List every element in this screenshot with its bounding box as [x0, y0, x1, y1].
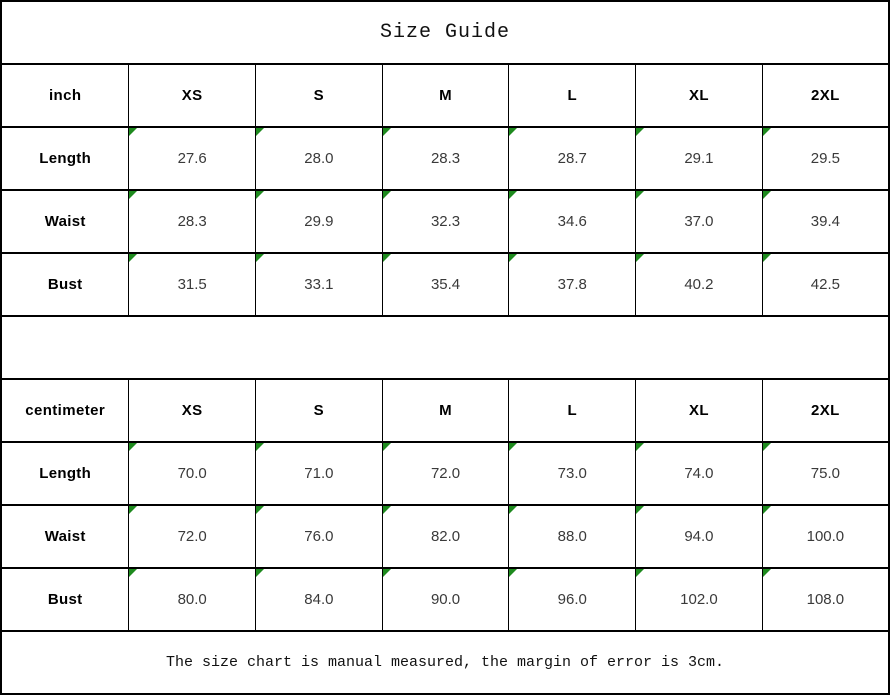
- size-value-cell: [129, 442, 256, 505]
- row-label-length: Length: [1, 127, 129, 190]
- cell-flag-icon: [763, 506, 771, 514]
- footer-note: The size chart is manual measured, the margin of error is 3cm.: [1, 631, 889, 694]
- table-row: [1, 253, 889, 316]
- cell-flag-icon: [129, 128, 137, 136]
- size-value-cell: [256, 253, 383, 316]
- cell-flag-icon: [383, 128, 391, 136]
- table-row: [1, 190, 889, 253]
- size-value-cell: [762, 568, 889, 631]
- cell-value: 32.3: [430, 213, 461, 230]
- cell-flag-icon: [509, 443, 517, 451]
- size-value-cell: [382, 505, 509, 568]
- size-value-cell: [509, 442, 636, 505]
- cell-flag-icon: [129, 254, 137, 262]
- size-value-cell: [129, 505, 256, 568]
- centimeter-header-row: [1, 379, 889, 442]
- size-value-cell: [636, 127, 763, 190]
- footer-row: [1, 631, 889, 694]
- row-label-waist: Waist: [1, 190, 129, 253]
- size-header-xl: XL: [636, 379, 763, 442]
- size-value-cell: [129, 190, 256, 253]
- cell-value: 76.0: [304, 528, 334, 545]
- cell-flag-icon: [383, 191, 391, 199]
- cell-value: 28.0: [304, 150, 334, 167]
- cell-value: 70.0: [177, 465, 207, 482]
- page-title: Size Guide: [1, 1, 889, 64]
- size-value-cell: [636, 442, 763, 505]
- cell-value: 72.0: [177, 528, 207, 545]
- size-value-cell: [256, 190, 383, 253]
- size-value-cell: [636, 253, 763, 316]
- table-row: [1, 127, 889, 190]
- inch-header-row: [1, 64, 889, 127]
- table-row: [1, 505, 889, 568]
- cell-flag-icon: [636, 254, 644, 262]
- cell-flag-icon: [256, 128, 264, 136]
- cell-value: 42.5: [810, 276, 840, 293]
- unit-header-centimeter: centimeter: [1, 379, 129, 442]
- cell-flag-icon: [383, 569, 391, 577]
- size-value-cell: [256, 568, 383, 631]
- cell-flag-icon: [636, 443, 644, 451]
- size-value-cell: [509, 505, 636, 568]
- size-value-cell: [509, 253, 636, 316]
- cell-flag-icon: [763, 128, 771, 136]
- size-value-cell: [129, 568, 256, 631]
- cell-flag-icon: [129, 569, 137, 577]
- cell-value: 28.7: [557, 150, 587, 167]
- row-label-bust: Bust: [1, 568, 129, 631]
- size-header-l: L: [509, 64, 636, 127]
- size-value-cell: [762, 505, 889, 568]
- size-value-cell: [256, 442, 383, 505]
- size-value-cell: [382, 190, 509, 253]
- cell-value: 75.0: [810, 465, 840, 482]
- size-value-cell: [509, 127, 636, 190]
- size-value-cell: [762, 190, 889, 253]
- cell-value: 39.4: [810, 213, 840, 230]
- cell-flag-icon: [129, 506, 137, 514]
- cell-value: 28.3: [430, 150, 461, 167]
- cell-flag-icon: [509, 128, 517, 136]
- cell-flag-icon: [383, 254, 391, 262]
- spacer-row: [1, 316, 889, 379]
- size-value-cell: [382, 127, 509, 190]
- cell-value: 35.4: [430, 276, 461, 293]
- table-row: [1, 442, 889, 505]
- cell-value: 102.0: [680, 591, 718, 608]
- cell-value: 31.5: [177, 276, 207, 293]
- cell-flag-icon: [763, 443, 771, 451]
- cell-flag-icon: [256, 254, 264, 262]
- cell-flag-icon: [636, 191, 644, 199]
- cell-value: 74.0: [684, 465, 714, 482]
- size-header-2xl: 2XL: [762, 64, 889, 127]
- cell-flag-icon: [509, 254, 517, 262]
- cell-value: 29.9: [304, 213, 334, 230]
- cell-flag-icon: [129, 443, 137, 451]
- size-value-cell: [636, 190, 763, 253]
- cell-flag-icon: [763, 569, 771, 577]
- size-header-xs: XS: [129, 379, 256, 442]
- size-value-cell: [382, 568, 509, 631]
- cell-value: 100.0: [806, 528, 845, 545]
- size-value-cell: [762, 442, 889, 505]
- size-header-2xl: 2XL: [762, 379, 889, 442]
- cell-flag-icon: [509, 569, 517, 577]
- cell-flag-icon: [383, 506, 391, 514]
- cell-flag-icon: [256, 443, 264, 451]
- cell-flag-icon: [509, 506, 517, 514]
- cell-flag-icon: [256, 506, 264, 514]
- cell-value: 37.8: [557, 276, 587, 293]
- row-label-waist: Waist: [1, 505, 129, 568]
- cell-value: 90.0: [430, 591, 461, 608]
- unit-header-inch: inch: [1, 64, 129, 127]
- size-value-cell: [256, 127, 383, 190]
- cell-flag-icon: [256, 191, 264, 199]
- cell-value: 84.0: [304, 591, 334, 608]
- title-row: [1, 1, 889, 64]
- cell-value: 37.0: [684, 213, 714, 230]
- size-header-l: L: [509, 379, 636, 442]
- cell-value: 28.3: [177, 213, 207, 230]
- spacer-cell: [1, 316, 889, 379]
- row-label-length: Length: [1, 442, 129, 505]
- size-value-cell: [509, 568, 636, 631]
- cell-value: 82.0: [430, 528, 461, 545]
- cell-value: 73.0: [557, 465, 587, 482]
- cell-value: 40.2: [684, 276, 714, 293]
- size-header-s: S: [256, 379, 383, 442]
- size-value-cell: [129, 253, 256, 316]
- cell-value: 94.0: [684, 528, 714, 545]
- row-label-bust: Bust: [1, 253, 129, 316]
- cell-value: 71.0: [304, 465, 334, 482]
- cell-value: 80.0: [177, 591, 207, 608]
- cell-value: 33.1: [304, 276, 334, 293]
- cell-value: 29.5: [810, 150, 840, 167]
- size-value-cell: [762, 127, 889, 190]
- size-value-cell: [382, 253, 509, 316]
- cell-flag-icon: [763, 254, 771, 262]
- cell-flag-icon: [636, 506, 644, 514]
- size-value-cell: [636, 568, 763, 631]
- size-header-xs: XS: [129, 64, 256, 127]
- cell-flag-icon: [129, 191, 137, 199]
- cell-flag-icon: [256, 569, 264, 577]
- size-header-xl: XL: [636, 64, 763, 127]
- cell-value: 96.0: [557, 591, 587, 608]
- size-value-cell: [636, 505, 763, 568]
- cell-flag-icon: [383, 443, 391, 451]
- cell-value: 88.0: [557, 528, 587, 545]
- size-value-cell: [509, 190, 636, 253]
- size-value-cell: [256, 505, 383, 568]
- size-header-m: M: [382, 379, 509, 442]
- table-row: [1, 568, 889, 631]
- size-header-s: S: [256, 64, 383, 127]
- cell-value: 34.6: [557, 213, 587, 230]
- size-value-cell: [762, 253, 889, 316]
- size-value-cell: [382, 442, 509, 505]
- cell-value: 108.0: [806, 591, 845, 608]
- cell-flag-icon: [509, 191, 517, 199]
- cell-value: 27.6: [177, 150, 207, 167]
- size-value-cell: [129, 127, 256, 190]
- cell-value: 29.1: [684, 150, 714, 167]
- cell-flag-icon: [636, 569, 644, 577]
- size-header-m: M: [382, 64, 509, 127]
- cell-flag-icon: [636, 128, 644, 136]
- cell-value: 72.0: [430, 465, 461, 482]
- cell-flag-icon: [763, 191, 771, 199]
